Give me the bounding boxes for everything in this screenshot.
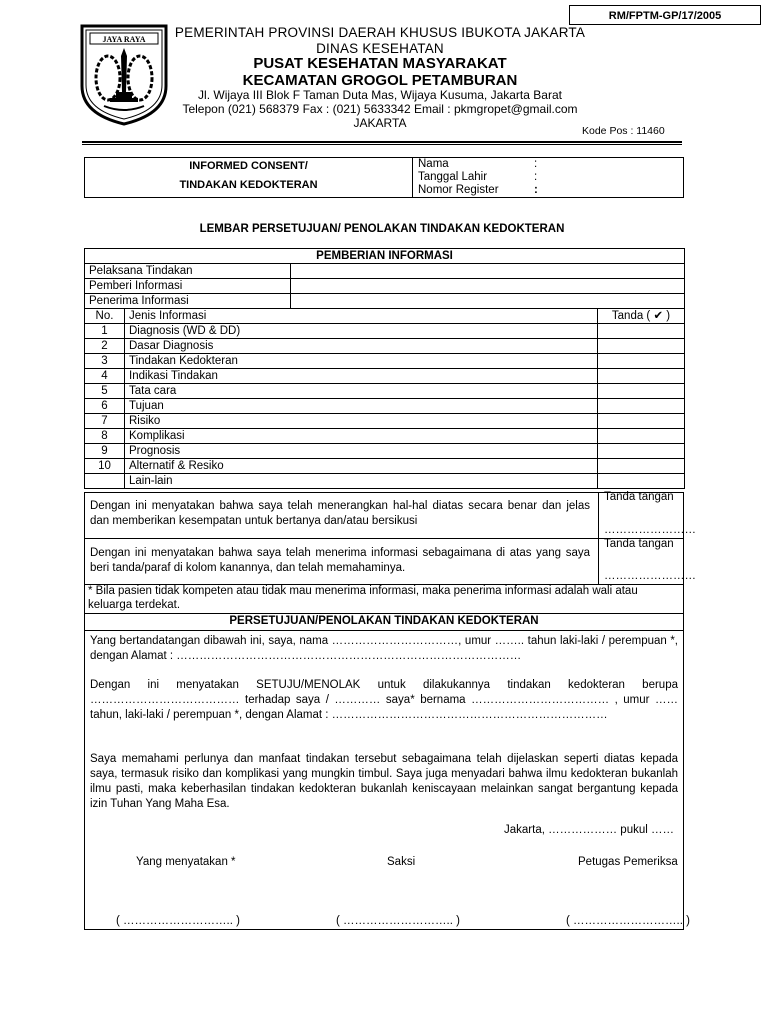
- party-row: [85, 294, 685, 309]
- check-cell[interactable]: [598, 429, 685, 444]
- signature-blank-witness[interactable]: ( ……………………….. ): [336, 915, 460, 927]
- check-cell[interactable]: [598, 414, 685, 429]
- check-cell[interactable]: [598, 399, 685, 414]
- sign-line-giver[interactable]: ……………………: [604, 524, 696, 536]
- sign-line-receiver[interactable]: ……………………: [604, 570, 696, 582]
- header-gov-line: PEMERINTAH PROVINSI DAERAH KHUSUS IBUKOTA JAKARTA: [174, 25, 586, 40]
- statement-giver: Dengan ini menyatakan bahwa saya telah menerangkan hal-hal diatas secara benar dan jelas dan memberikan kesempatan untuk bertanya dan/atau bersikusi: [90, 500, 590, 527]
- col-jenis: Jenis Informasi: [125, 309, 598, 324]
- party-label: Penerima Informasi: [85, 294, 291, 309]
- field-nama-label: Nama: [418, 158, 449, 170]
- header-puskesmas-line: PUSAT KESEHATAN MASYARAKAT: [253, 55, 507, 72]
- col-no: No.: [85, 309, 125, 324]
- form-code: RM/FPTM-GP/17/2005: [569, 5, 761, 25]
- party-value: [291, 294, 685, 309]
- consent-heading: PERSETUJUAN/PENOLAKAN TINDAKAN KEDOKTERAN: [229, 615, 539, 627]
- table-row: 1 Diagnosis (WD & DD): [85, 324, 685, 339]
- statement-receiver: Dengan ini menyatakan bahwa saya telah menerima informasi sebagaimana di atas yang saya beri tanda/paraf di kolom kanannya, dan telah memahaminya.: [90, 547, 590, 574]
- field-nama-sep: :: [534, 158, 538, 170]
- header-city: JAKARTA: [353, 116, 407, 130]
- consent-title-1: INFORMED CONSENT/: [189, 160, 308, 172]
- check-cell[interactable]: [598, 339, 685, 354]
- header-contact: Telepon (021) 568379 Fax : (021) 5633342 Email : pkmgropet@gmail.com: [182, 102, 578, 116]
- consent-title-2: TINDAKAN KEDOKTERAN: [179, 179, 318, 191]
- field-register-label: Nomor Register: [418, 184, 499, 196]
- table-row: 8 Komplikasi: [85, 429, 685, 444]
- jaya-raya-logo: [78, 22, 170, 126]
- table-row: 5 Tata cara: [85, 384, 685, 399]
- party-row: [85, 279, 685, 294]
- field-dob-sep: :: [534, 171, 538, 183]
- table-row: 4 Indikasi Tindakan: [85, 369, 685, 384]
- check-cell[interactable]: [598, 459, 685, 474]
- signer-patient-label: Yang menyatakan *: [136, 856, 236, 868]
- check-cell[interactable]: [598, 474, 685, 489]
- guardian-note: * Bila pasien tidak kompeten atau tidak mau menerima informasi, maka penerima informasi adalah wali atau keluarga terdekat.: [88, 585, 638, 611]
- sign-label-giver: Tanda tangan: [604, 491, 674, 503]
- logo-text: JAYA RAYA: [102, 35, 146, 44]
- check-cell[interactable]: [598, 324, 685, 339]
- header-rule: [82, 141, 682, 143]
- info-column-header: [85, 309, 685, 324]
- table-row: 6 Tujuan: [85, 399, 685, 414]
- header-address: Jl. Wijaya III Blok F Taman Duta Mas, Wijaya Kusuma, Jakarta Barat: [198, 88, 562, 102]
- sign-label-receiver: Tanda tangan: [604, 538, 674, 550]
- signer-witness-label: Saksi: [387, 856, 416, 868]
- header-district-line: KECAMATAN GROGOL PETAMBURAN: [242, 72, 518, 89]
- table-row: 9 Prognosis: [85, 444, 685, 459]
- check-cell[interactable]: [598, 384, 685, 399]
- info-heading: PEMBERIAN INFORMASI: [85, 249, 685, 264]
- patient-identity-box: [84, 157, 684, 198]
- party-value: [291, 279, 685, 294]
- table-row: 7 Risiko: [85, 414, 685, 429]
- party-label: Pemberi Informasi: [85, 279, 291, 294]
- check-cell[interactable]: [598, 354, 685, 369]
- table-row: Lain-lain: [85, 474, 685, 489]
- place-date: Jakarta, ……………… pukul ……: [504, 824, 674, 836]
- field-dob-label: Tanggal Lahir: [418, 171, 488, 183]
- table-row: 3 Tindakan Kedokteran: [85, 354, 685, 369]
- field-register-sep: :: [534, 184, 538, 196]
- header-rule-thin: [82, 144, 682, 145]
- signature-blank-officer[interactable]: ( ……………………….. ): [566, 915, 690, 927]
- table-row: 10 Alternatif & Resiko: [85, 459, 685, 474]
- col-tanda: Tanda ( ✔ ): [598, 309, 685, 324]
- signer-officer-label: Petugas Pemeriksa: [578, 856, 678, 868]
- party-row: [85, 264, 685, 279]
- information-table: [84, 248, 685, 489]
- check-cell[interactable]: [598, 444, 685, 459]
- consent-paragraph-understanding: Saya memahami perlunya dan manfaat tindakan tersebut sebagaimana telah dijelaskan seperti diatas kepada saya, termasuk risiko dan komplikasi yang mungkin timbul. Saya juga menyadari bahwa ilmu kedokteran bukanlah ilmu pasti, maka keberhasilan tindakan kedokteran bukanlah keniscayaan melainkan sangat bergantung kepada izin Tuhan Yang Maha Esa.: [90, 753, 678, 810]
- header-agency-line: DINAS KESEHATAN: [316, 41, 444, 56]
- consent-paragraph-identity: Yang bertandatangan dibawah ini, saya, nama ……………………………, umur …….. tahun laki-laki / perempuan *, dengan Alamat : ………………………………………………………………………………: [90, 635, 678, 662]
- check-cell[interactable]: [598, 369, 685, 384]
- signature-blank-patient[interactable]: ( ……………………….. ): [116, 915, 240, 927]
- table-row: 2 Dasar Diagnosis: [85, 339, 685, 354]
- party-value: [291, 264, 685, 279]
- consent-paragraph-agreement: Dengan ini menyatakan SETUJU/MENOLAK untuk dilakukannya tindakan kedokteran berupa ………………………………… terhadap saya / ………… saya* bernama ……………………………… , umur …… tahun, laki-laki / perempuan *, dengan Alamat : ………………………………………………………………: [90, 679, 678, 721]
- postal-code: Kode Pos : 11460: [582, 125, 665, 137]
- document-title: LEMBAR PERSETUJUAN/ PENOLAKAN TINDAKAN KEDOKTERAN: [199, 223, 565, 235]
- party-label: Pelaksana Tindakan: [85, 264, 291, 279]
